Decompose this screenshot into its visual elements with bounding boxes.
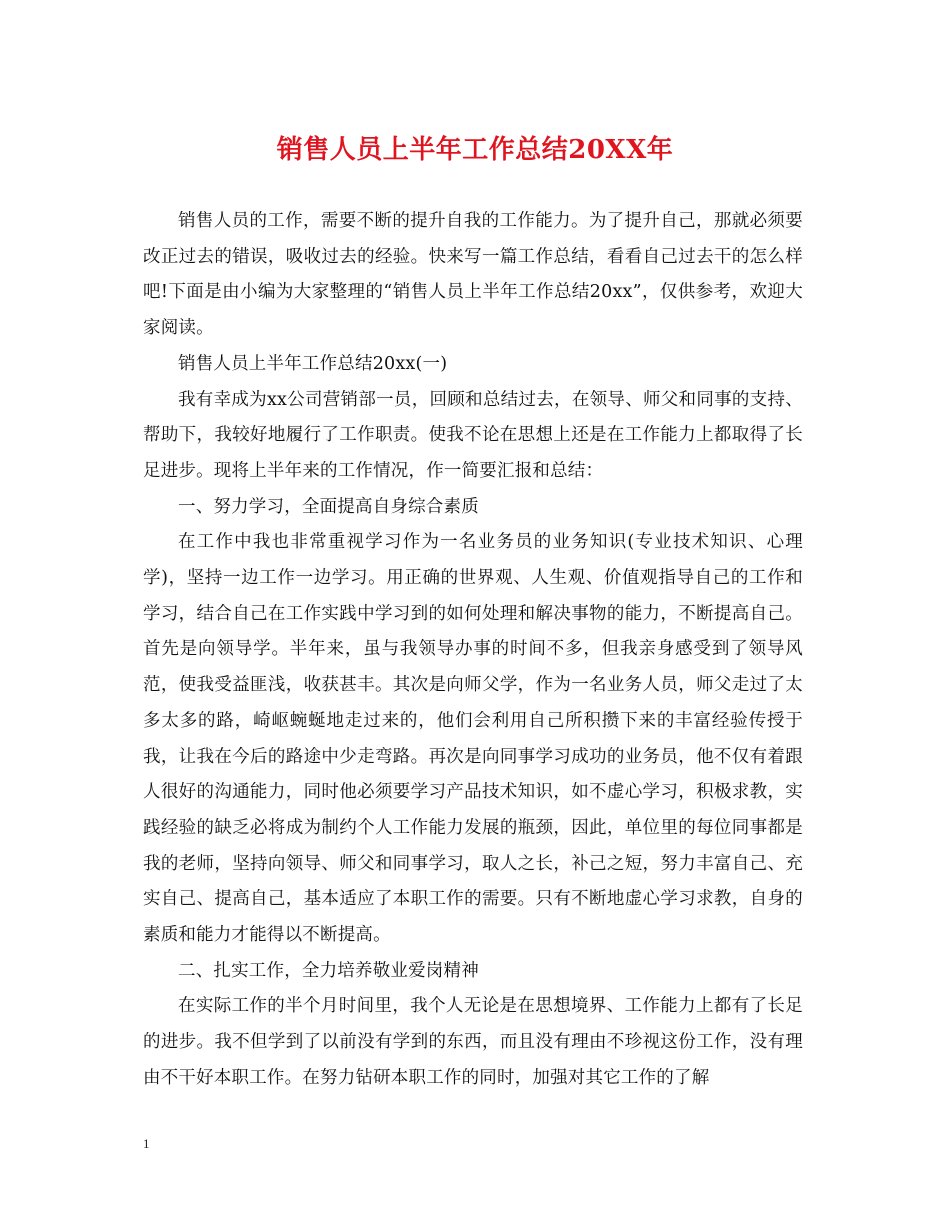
document-title: 销售人员上半年工作总结20XX年 xyxy=(276,135,674,165)
section-heading-study: 一、努力学习，全面提高自身综合素质 xyxy=(178,496,479,517)
page-number: 1 xyxy=(143,1136,150,1151)
section-heading-work: 二、扎实工作，全力培养敬业爱岗精神 xyxy=(178,960,479,981)
opening-paragraph: 我有幸成为xx公司营销部一员，回顾和总结过去，在领导、师父和同事的支持、帮助下，我较好地履行了工作职责。使我不论在思想上还是在工作能力上都取得了长足进步。现将上半年来的工作情况，作一简要汇报和总结： xyxy=(143,389,803,481)
intro-paragraph: 销售人员的工作，需要不断的提升自我的工作能力。为了提升自己，那就必须要改正过去的错误，吸收过去的经验。快来写一篇工作总结，看看自己过去干的怎么样吧!下面是由小编为大家整理的“销售人员上半年工作总结20xx”，仅供参考，欢迎大家阅读。 xyxy=(143,211,803,339)
work-paragraph: 在实际工作的半个月时间里，我个人无论是在思想境界、工作能力上都有了长足的进步。我不但学到了以前没有学到的东西，而且没有理由不珍视这份工作，没有理由不干好本职工作。在努力钻研本职工作的同时，加强对其它工作的了解 xyxy=(143,996,803,1088)
study-paragraph: 在工作中我也非常重视学习作为一名业务员的业务知识(专业技术知识、心理学)，坚持一边工作一边学习。用正确的世界观、人生观、价值观指导自己的工作和学习，结合自己在工作实践中学习到的如何处理和解决事物的能力，不断提高自己。首先是向领导学。半年来，虽与我领导办事的时间不多，但我亲身感受到了领导风范，使我受益匪浅，收获甚丰。其次是向师父学，作为一名业务人员，师父走过了太多太多的路，崎岖蜿蜒地走过来的，他们会利用自己所积攒下来的丰富经验传授于我，让我在今后的路途中少走弯路。再次是向同事学习成功的业务员，他不仅有着跟人很好的沟通能力，同时他必须要学习产品技术知识，如不虚心学习，积极求教，实践经验的缺乏必将成为制约个人工作能力发展的瓶颈，因此，单位里的每位同事都是我的老师，坚持向领导、师父和同事学习，取人之长，补己之短，努力丰富自己、充实自己、提高自己，基本适应了本职工作的需要。只有不断地虚心学习求教，自身的素质和能力才能得以不断提高。 xyxy=(143,532,803,946)
section-heading-part-one: 销售人员上半年工作总结20xx(一) xyxy=(178,353,448,374)
document-body xyxy=(143,204,803,1097)
